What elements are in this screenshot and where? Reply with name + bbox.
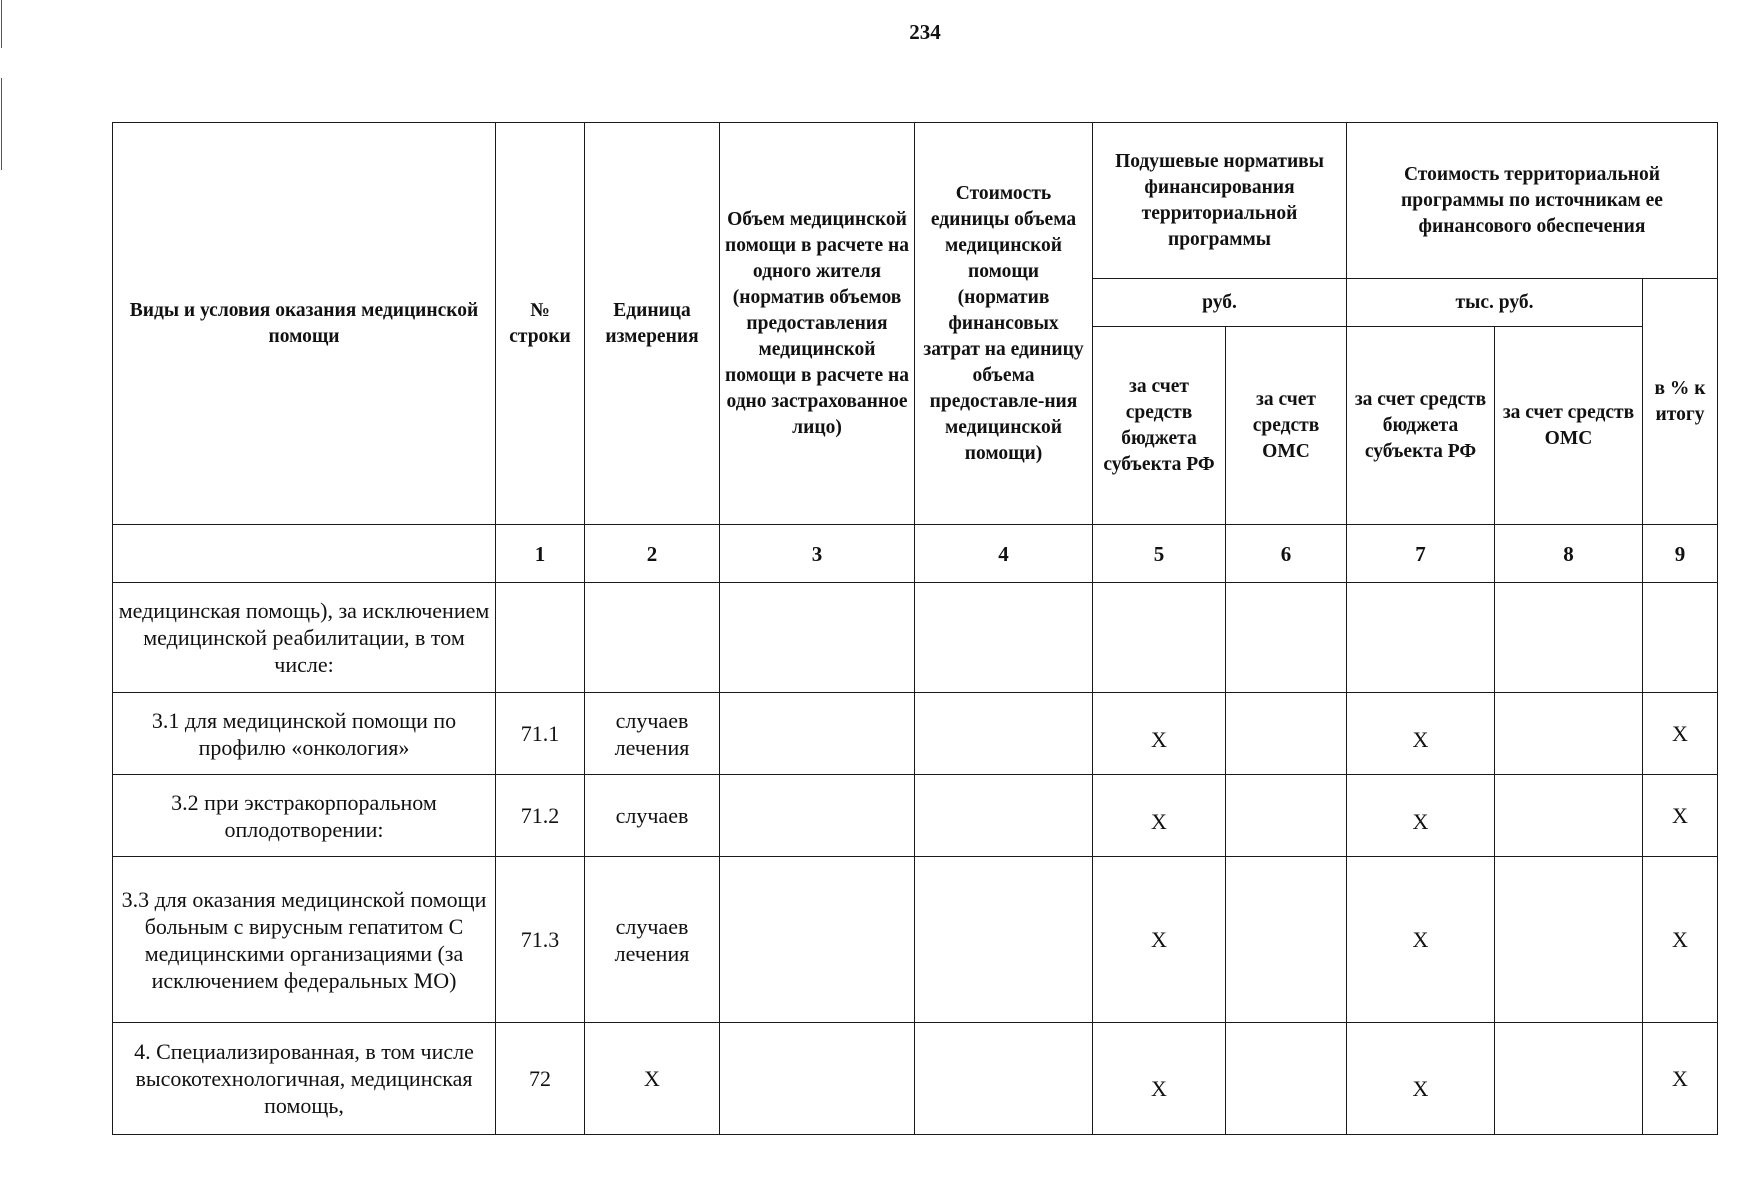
header-unit: Единица измерения xyxy=(585,123,720,525)
row-number: 71.3 xyxy=(496,857,585,1023)
row-oms-2 xyxy=(1495,693,1643,775)
header-volume: Объем медицинской помощи в расчете на одного жителя (норматив объемов предоставления медицинской помощи в расчете на одно застрахованное лицо) xyxy=(720,123,915,525)
table-row xyxy=(113,693,1718,775)
row-unit: случаев лечения xyxy=(585,857,720,1023)
row-volume xyxy=(720,1023,915,1135)
header-budget-rf: за счет средств бюджета субъекта РФ xyxy=(1093,327,1226,525)
table-row xyxy=(113,583,1718,693)
header-per-capita-group: Подушевые нормативы финансирования территориальной программы xyxy=(1093,123,1347,279)
row-cost xyxy=(915,693,1093,775)
header-percent: в % к итогу xyxy=(1643,279,1718,525)
row-oms-2 xyxy=(1495,857,1643,1023)
row-budget-rf-2 xyxy=(1347,583,1495,693)
financing-table xyxy=(112,122,1718,1135)
table-row xyxy=(113,857,1718,1023)
row-kind: 3.1 для медицинской помощи по профилю «онкология» xyxy=(113,693,496,775)
row-unit: случаев xyxy=(585,775,720,857)
row-cost xyxy=(915,1023,1093,1135)
row-budget-rf: X xyxy=(1093,693,1226,775)
row-oms xyxy=(1226,1023,1347,1135)
row-budget-rf-2: X xyxy=(1347,693,1495,775)
row-number: 71.1 xyxy=(496,693,585,775)
column-number: 8 xyxy=(1495,525,1643,583)
row-volume xyxy=(720,583,915,693)
header-kind: Виды и условия оказания медицинской помощи xyxy=(113,123,496,525)
row-unit xyxy=(585,583,720,693)
row-budget-rf-2: X xyxy=(1347,775,1495,857)
row-percent: X xyxy=(1643,1023,1718,1135)
column-number: 2 xyxy=(585,525,720,583)
row-oms xyxy=(1226,857,1347,1023)
column-number: 4 xyxy=(915,525,1093,583)
table-row xyxy=(113,775,1718,857)
row-oms-2 xyxy=(1495,583,1643,693)
row-oms xyxy=(1226,693,1347,775)
header-budget-rf-2: за счет средств бюджета субъекта РФ xyxy=(1347,327,1495,525)
header-oms: за счет средств ОМС xyxy=(1226,327,1347,525)
row-kind: медицинская помощь), за исключением медицинской реабилитации, в том числе: xyxy=(113,583,496,693)
column-number: 1 xyxy=(496,525,585,583)
header-row-no: № строки xyxy=(496,123,585,525)
column-number: 9 xyxy=(1643,525,1718,583)
row-percent: X xyxy=(1643,857,1718,1023)
row-volume xyxy=(720,693,915,775)
column-number-blank xyxy=(113,525,496,583)
row-number xyxy=(496,583,585,693)
header-unit-thousand-rub: тыс. руб. xyxy=(1347,279,1643,327)
row-budget-rf xyxy=(1093,583,1226,693)
row-volume xyxy=(720,775,915,857)
row-unit: X xyxy=(585,1023,720,1135)
row-cost xyxy=(915,857,1093,1023)
header-program-cost-group: Стоимость территориальной программы по источникам ее финансового обеспечения xyxy=(1347,123,1718,279)
row-budget-rf: X xyxy=(1093,1023,1226,1135)
row-number: 71.2 xyxy=(496,775,585,857)
row-kind: 4. Специализированная, в том числе высокотехнологичная, медицинская помощь, xyxy=(113,1023,496,1135)
row-budget-rf: X xyxy=(1093,775,1226,857)
row-oms-2 xyxy=(1495,1023,1643,1135)
row-percent: X xyxy=(1643,775,1718,857)
row-volume xyxy=(720,857,915,1023)
column-number: 5 xyxy=(1093,525,1226,583)
column-number: 7 xyxy=(1347,525,1495,583)
column-number: 6 xyxy=(1226,525,1347,583)
table-row xyxy=(113,1023,1718,1135)
row-unit: случаев лечения xyxy=(585,693,720,775)
header-cost: Стоимость единицы объема медицинской помощи (норматив финансовых затрат на единицу объема предоставле-ния медицинской помощи) xyxy=(915,123,1093,525)
row-budget-rf-2: X xyxy=(1347,857,1495,1023)
row-budget-rf: X xyxy=(1093,857,1226,1023)
row-oms-2 xyxy=(1495,775,1643,857)
row-percent xyxy=(1643,583,1718,693)
row-oms xyxy=(1226,583,1347,693)
row-percent: X xyxy=(1643,693,1718,775)
header-oms-2: за счет средств ОМС xyxy=(1495,327,1643,525)
header-unit-rub: руб. xyxy=(1093,279,1347,327)
column-number: 3 xyxy=(720,525,915,583)
margin-mark xyxy=(1,78,2,170)
row-kind: 3.2 при экстракорпоральном оплодотворении: xyxy=(113,775,496,857)
row-cost xyxy=(915,583,1093,693)
row-oms xyxy=(1226,775,1347,857)
row-kind: 3.3 для оказания медицинской помощи больным с вирусным гепатитом С медицинскими организациями (за исключением федеральных МО) xyxy=(113,857,496,1023)
row-budget-rf-2: X xyxy=(1347,1023,1495,1135)
page-number: 234 xyxy=(909,20,941,44)
row-cost xyxy=(915,775,1093,857)
row-number: 72 xyxy=(496,1023,585,1135)
margin-mark xyxy=(1,0,2,48)
